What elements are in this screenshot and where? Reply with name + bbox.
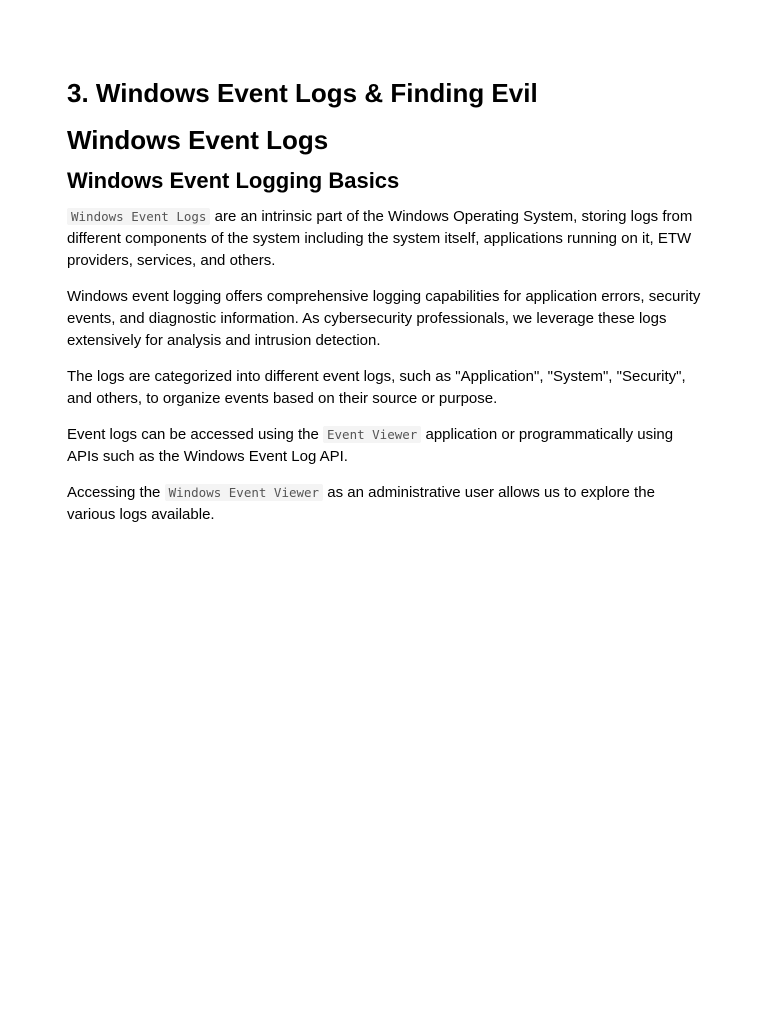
- paragraph-text: Event logs can be accessed using the: [67, 426, 323, 443]
- paragraph-admin-access: [67, 482, 702, 526]
- paragraph-logging-capabilities: Windows event logging offers comprehensive logging capabilities for application errors, security events, and diagnostic information. As cybersecurity professionals, we leverage these logs extensively for analysis and intrusion detection.: [67, 288, 701, 349]
- paragraph-accessing-logs: [67, 424, 702, 468]
- paragraph-text: Accessing the: [67, 484, 165, 501]
- subsection-title: Windows Event Logging Basics: [67, 168, 400, 193]
- section-title: Windows Event Logs: [67, 125, 329, 155]
- paragraph-log-categories: The logs are categorized into different event logs, such as "Application", "System", "Security", and others, to organize events based on their source or purpose.: [67, 368, 686, 407]
- paragraph-text: application or programmatically using APIs such as the Windows Event Log API.: [67, 426, 674, 465]
- paragraph-text: are an intrinsic part of the Windows Operating System, storing logs from different components of the system including the system itself, applications running on it, ETW providers, services, and others.: [67, 208, 693, 269]
- inline-code-windows-event-viewer: Windows Event Viewer: [165, 484, 324, 501]
- paragraph-text: as an administrative user allows us to explore the various logs available.: [67, 484, 655, 523]
- inline-code-event-viewer: Event Viewer: [323, 426, 421, 443]
- document-title: 3. Windows Event Logs & Finding Evil: [67, 78, 538, 108]
- paragraph-event-logs-intro: [67, 206, 702, 272]
- inline-code-windows-event-logs: Windows Event Logs: [67, 208, 210, 225]
